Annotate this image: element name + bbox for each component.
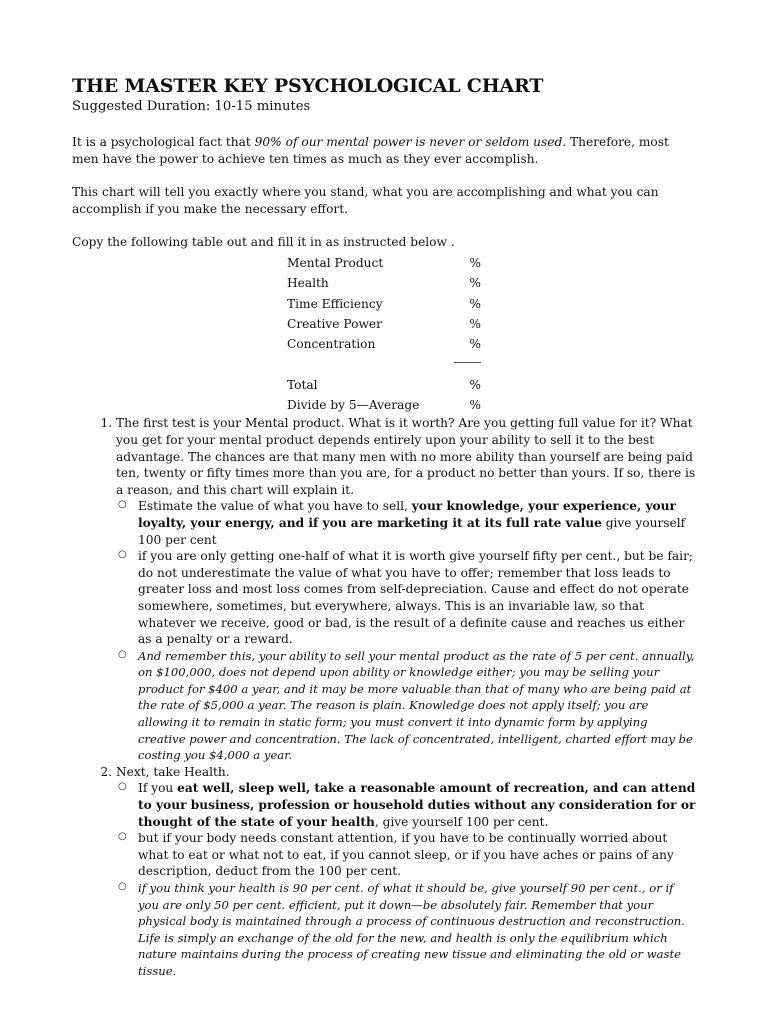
sub-list-item: ○ If you eat well, sleep well, take a reasonable amount of recreation, and can attend to your business, profession or household duties without any consideration for or thought of the state of your health, give yourself 100 per cent. <box>118 781 696 829</box>
list-item: 2. Next, take Health. ○ If you eat well, sleep well, take a reasonable amount of recreation, and can attend to your business, profession or household duties without any consideration for or thought of the state of your health, give yourself 100 per cent. ○ but if your body needs constant attention, if you have to be continually worried about what to eat or what not to eat, if you cannot sleep, or if you have aches or pains of any description, deduct from the 100 per cent. ○ if you think your health is 90 per cent. of what it should be, give yourself 90 per cent., or if you are only 50 per cent. efficient, put it down—be absolutely fair. Remember that your physical body is maintained through a process of continuous destruction and reconstruction. Life is simply an exchange of the old for the new, and health is only the equilibrium which nature maintains during the process of creating new tissue and eliminating the old or waste tissue. <box>116 764 696 980</box>
intro-paragraph-1: It is a psychological fact that 90% of our mental power is never or seldom used. Therefore, most men have the power to achieve ten times as much as they ever accomplish. <box>72 135 669 166</box>
circle-bullet-icon: ○ <box>118 499 127 511</box>
list-item: 1. The first test is your Mental product. What is it worth? Are you getting full value for it? What you get for your mental product depends entirely upon your ability to sell it to the best advantage. The chances are that many men with no more ability than yourself are being paid ten, twenty or fifty times more than you are, for a product no better than yours. If so, there is a reason, and this chart will explain it. ○ Estimate the value of what you have to sell, your knowledge, your experience, your loyalty, your energy, and if you are marketing it at its full rate value give yourself 100 per cent ○ if you are only getting one-half of what it is worth give yourself fifty per cent., but be fair; do not underestimate the value of what you have to offer; remember that loss leads to greater loss and most loss comes from self-depreciation. Cause and effect do not operate somewhere, sometimes, but everywhere, always. This is an invariable law, so that whatever we receive, good or bad, is the result of a definite cause and reaches us either as a penalty or a reward. ○ And remember this, your ability to sell your mental product as the rate of 5 per cent. annually, on $100,000, does not depend upon ability or knowledge either; you may be selling your product for $400 a year, and it may be more valuable than that of many who are being paid at the rate of $5,000 a year. The reason is plain. Knowledge does not apply itself; you are allowing it to remain in static form; you must convert it into dynamic form by applying creative power and concentration. The lack of concentrated, intelligent, charted effort may be costing you $4,000 a year. <box>116 415 696 763</box>
table-row: Concentration % <box>287 337 481 352</box>
page-title: THE MASTER KEY PSYCHOLOGICAL CHART <box>72 75 544 97</box>
table-row: Health % <box>287 276 481 291</box>
page-subtitle: Suggested Duration: 10-15 minutes <box>72 99 311 114</box>
table-row: Time Efficiency % <box>287 296 481 311</box>
circle-bullet-icon: ○ <box>118 781 127 793</box>
sub-list-item: ○ but if your body needs constant attention, if you have to be continually worried about what to eat or what not to eat, if you cannot sleep, or if you have aches or pains of any description, deduct from the 100 per cent. <box>118 831 674 879</box>
intro-paragraph-3: Copy the following table out and fill it in as instructed below . <box>72 235 455 249</box>
circle-bullet-icon: ○ <box>118 881 127 892</box>
circle-bullet-icon: ○ <box>118 831 127 843</box>
score-table <box>287 253 696 415</box>
instruction-list <box>72 415 696 979</box>
circle-bullet-icon: ○ <box>118 648 127 660</box>
sum-rule <box>287 354 696 374</box>
sub-list-item: ○ Estimate the value of what you have to sell, your knowledge, your experience, your loyalty, your energy, and if you are marketing it at its full rate value give yourself 100 per cent <box>118 499 686 547</box>
sub-list-item: ○ if you think your health is 90 per cent. of what it should be, give yourself 90 per cent., or if you are only 50 per cent. efficient, put it down—be absolutely fair. Remember that your physical body is maintained through a process of continuous destruction and reconstruction. Life is simply an exchange of the old for the new, and health is only the equilibrium which nature maintains during the process of creating new tissue and eliminating the old or waste tissue. <box>118 881 685 978</box>
table-average-row: Divide by 5—Average % <box>287 398 481 413</box>
sub-list-item: ○ And remember this, your ability to sell your mental product as the rate of 5 per cent. annually, on $100,000, does not depend upon ability or knowledge either; you may be selling your product for $400 a year, and it may be more valuable than that of many who are being paid at the rate of $5,000 a year. The reason is plain. Knowledge does not apply itself; you are allowing it to remain in static form; you must convert it into dynamic form by applying creative power and concentration. The lack of concentrated, intelligent, charted effort may be costing you $4,000 a year. <box>118 648 695 763</box>
table-total-row: Total % <box>287 377 481 392</box>
intro-paragraph-2: This chart will tell you exactly where you stand, what you are accomplishing and what you can accomplish if you make the necessary effort. <box>72 185 659 216</box>
circle-bullet-icon: ○ <box>118 549 127 561</box>
table-row: Creative Power % <box>287 317 481 332</box>
table-row: Mental Product % <box>287 256 481 271</box>
sub-list-item: ○ if you are only getting one-half of what it is worth give yourself fifty per cent., but be fair; do not underestimate the value of what you have to offer; remember that loss leads to greater loss and most loss comes from self-depreciation. Cause and effect do not operate somewhere, sometimes, but everywhere, always. This is an invariable law, so that whatever we receive, good or bad, is the result of a definite cause and reaches us either as a penalty or a reward. <box>118 549 694 647</box>
